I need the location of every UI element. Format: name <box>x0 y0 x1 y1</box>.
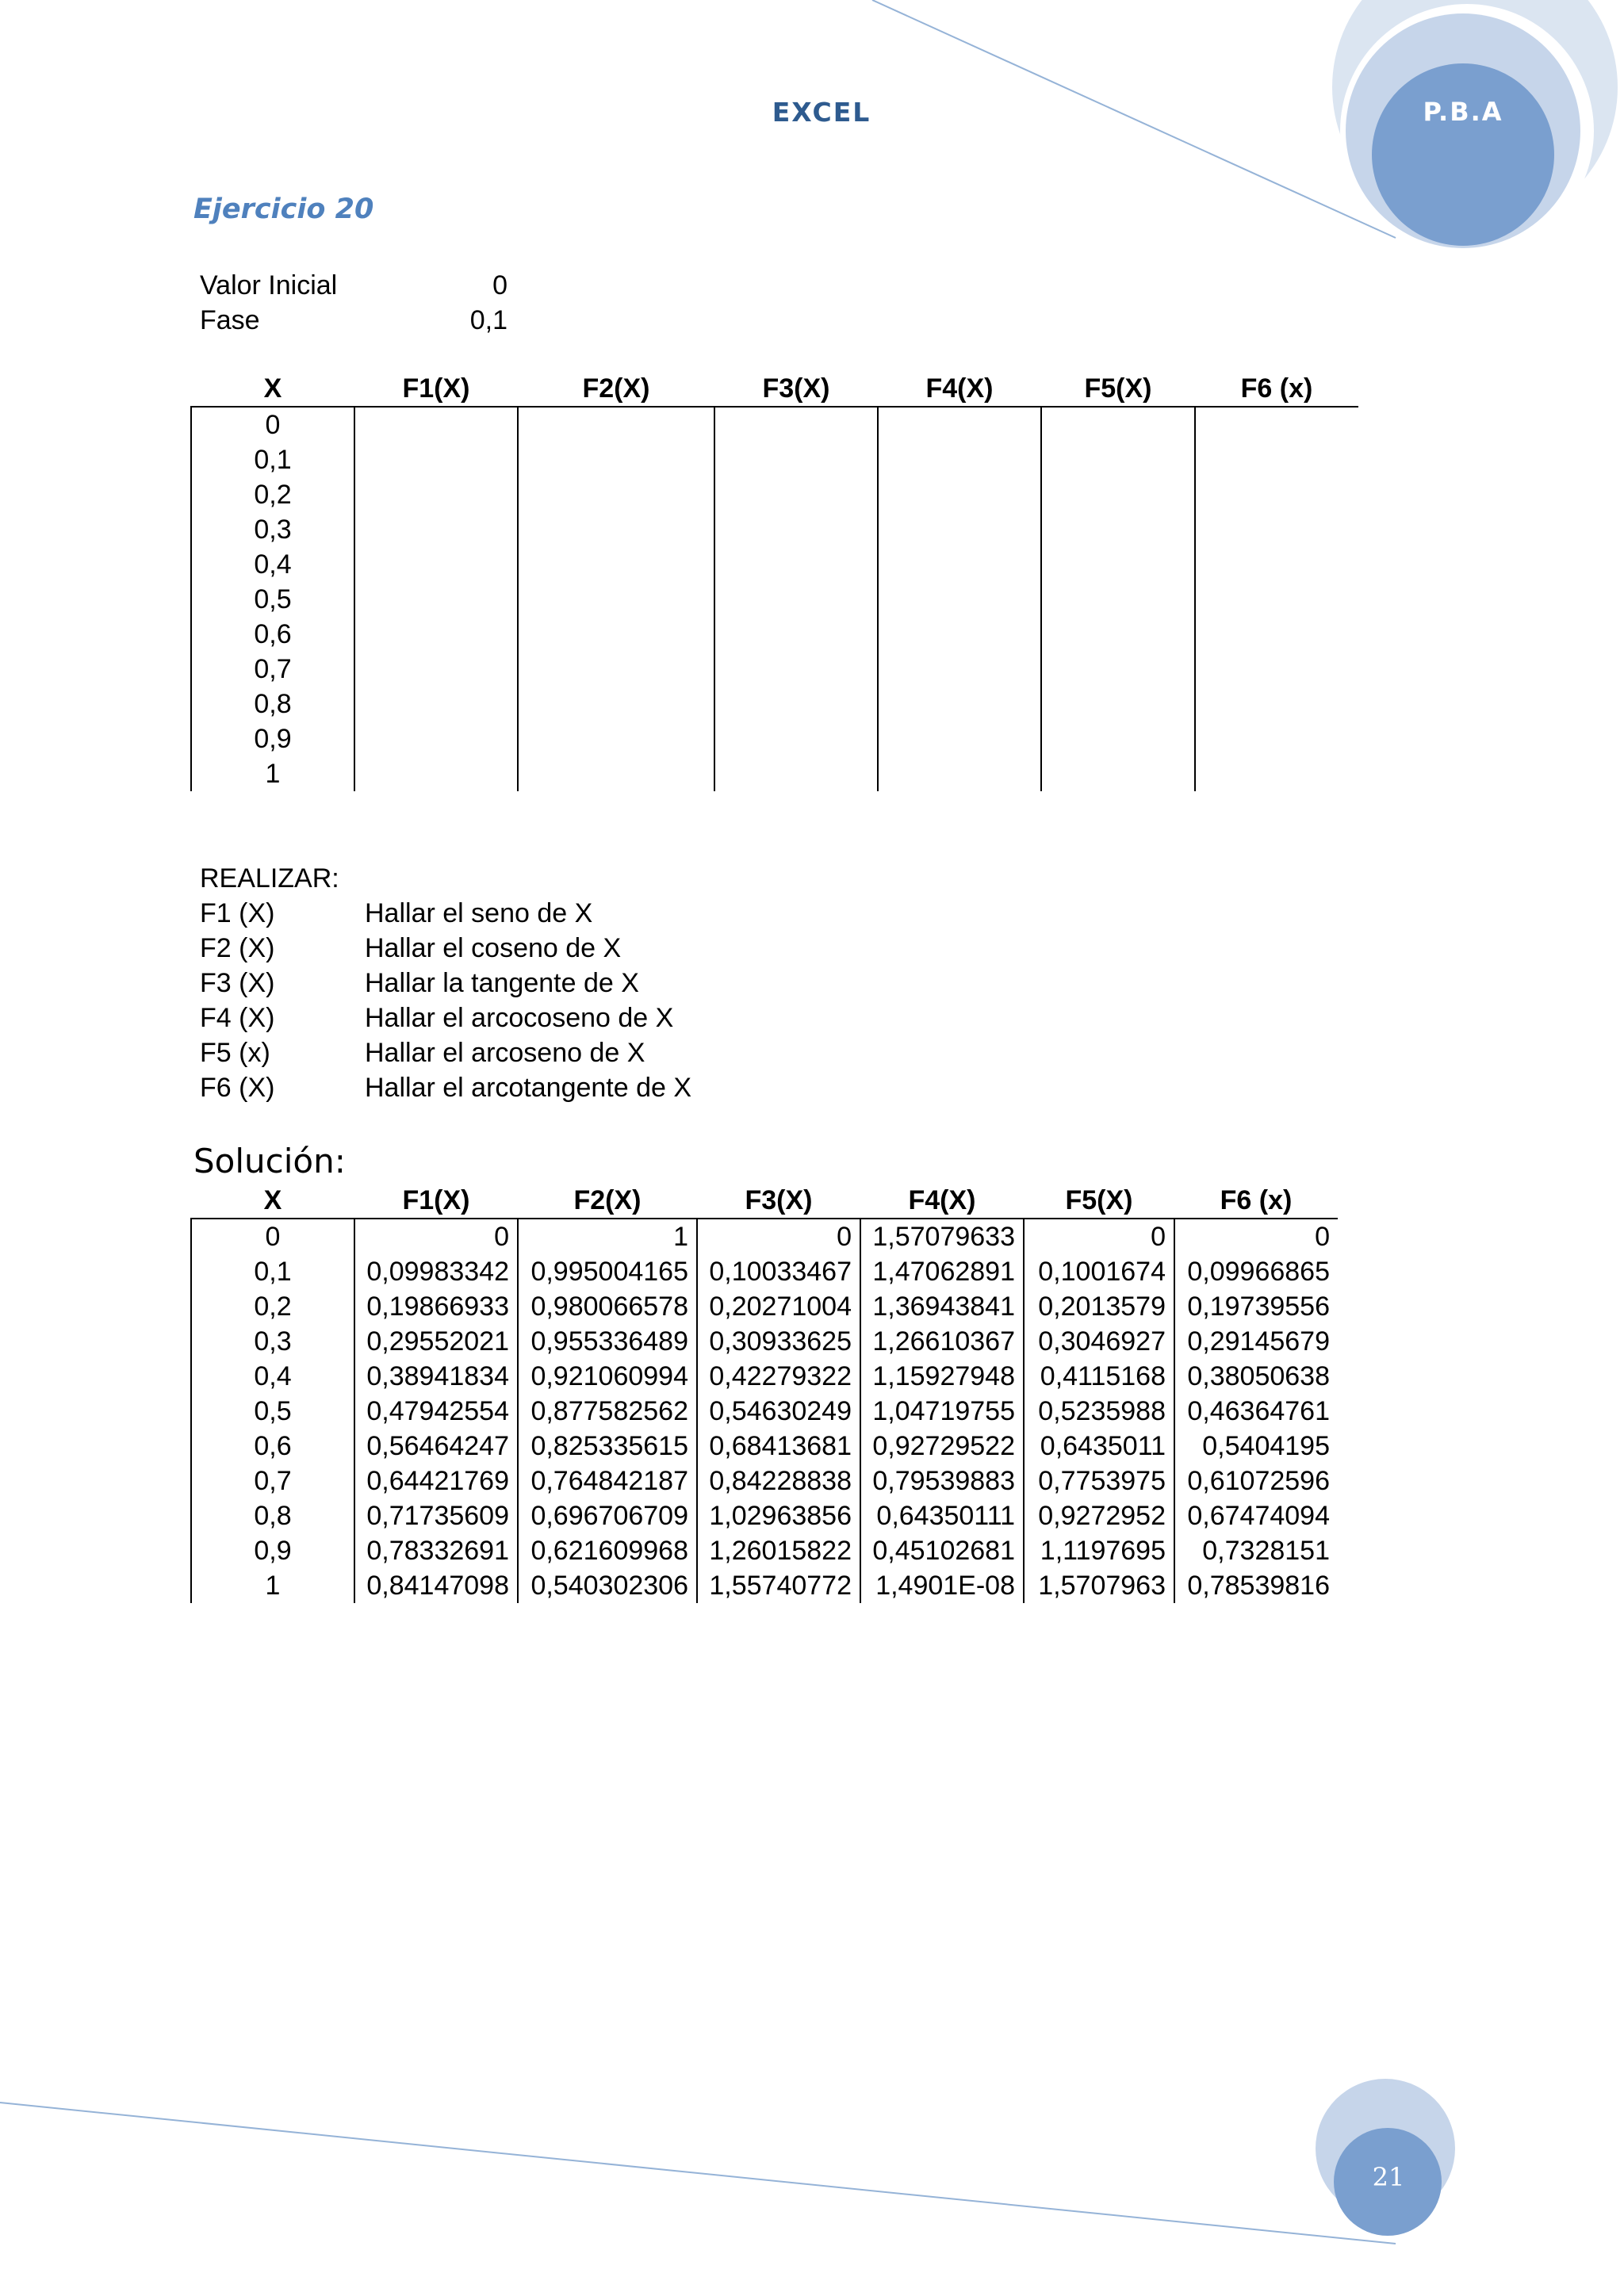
x-value-cell: 0,2 <box>191 1289 354 1324</box>
task-item <box>200 931 691 966</box>
x-value-cell: 0,6 <box>191 1429 354 1464</box>
table-cell <box>1195 756 1358 791</box>
table-cell <box>354 407 518 442</box>
table-row <box>191 407 1358 442</box>
table-cell: 1,04719755 <box>860 1394 1024 1429</box>
table-cell <box>1041 582 1195 617</box>
exercise-header-cell: F3(X) <box>762 373 830 404</box>
table-cell: 0,09966865 <box>1174 1254 1338 1289</box>
table-cell <box>354 756 518 791</box>
table-row <box>191 1254 1338 1289</box>
exercise-title: Ejercicio 20 <box>193 193 374 225</box>
x-value-cell: 0,3 <box>191 1324 354 1359</box>
table-cell: 1,4901E-08 <box>860 1568 1024 1603</box>
parameter-label: Valor Inicial <box>200 270 338 300</box>
task-text: Hallar el arcotangente de X <box>365 1073 692 1103</box>
table-cell <box>714 582 878 617</box>
table-cell <box>518 687 714 721</box>
table-cell: 0,64421769 <box>354 1464 518 1498</box>
table-cell <box>518 477 714 512</box>
table-cell <box>714 687 878 721</box>
table-cell: 1,1197695 <box>1024 1533 1174 1568</box>
table-cell <box>354 721 518 756</box>
table-cell: 0,42279322 <box>697 1359 860 1394</box>
task-item <box>200 1070 691 1105</box>
table-cell: 0,79539883 <box>860 1464 1024 1498</box>
table-cell: 0,921060994 <box>518 1359 697 1394</box>
table-cell: 1,15927948 <box>860 1359 1024 1394</box>
table-cell <box>878 687 1041 721</box>
table-cell <box>354 687 518 721</box>
table-cell <box>354 617 518 652</box>
parameter-label: Fase <box>200 305 260 335</box>
table-cell: 0,955336489 <box>518 1324 697 1359</box>
task-code: F4 (X) <box>200 1003 275 1033</box>
x-value-cell: 0,1 <box>191 1254 354 1289</box>
table-cell: 0,64350111 <box>860 1498 1024 1533</box>
task-text: Hallar el seno de X <box>365 898 593 928</box>
table-cell <box>1041 617 1195 652</box>
table-cell: 0,38050638 <box>1174 1359 1338 1394</box>
table-cell <box>354 547 518 582</box>
table-row <box>191 1359 1338 1394</box>
solution-table <box>190 1183 1338 1603</box>
table-cell <box>354 582 518 617</box>
table-cell <box>878 721 1041 756</box>
x-value-cell: 0 <box>191 1219 354 1254</box>
table-cell: 0,30933625 <box>697 1324 860 1359</box>
table-cell: 0,6435011 <box>1024 1429 1174 1464</box>
exercise-header-cell: F6 (x) <box>1240 373 1313 404</box>
table-row <box>191 652 1358 687</box>
table-cell: 1,02963856 <box>697 1498 860 1533</box>
table-cell: 0,10033467 <box>697 1254 860 1289</box>
exercise-header-cell: X <box>263 373 282 404</box>
table-cell: 0,3046927 <box>1024 1324 1174 1359</box>
task-text: Hallar el arcoseno de X <box>365 1038 645 1068</box>
x-value-cell: 0,5 <box>191 582 354 617</box>
table-row <box>191 1429 1338 1464</box>
table-cell: 0,7328151 <box>1174 1533 1338 1568</box>
table-cell: 0,78539816 <box>1174 1568 1338 1603</box>
table-cell: 0,995004165 <box>518 1254 697 1289</box>
task-heading: REALIZAR: <box>200 863 339 894</box>
table-cell <box>1195 407 1358 442</box>
table-cell: 0,7753975 <box>1024 1464 1174 1498</box>
task-code: F1 (X) <box>200 898 275 928</box>
table-row <box>191 1464 1338 1498</box>
exercise-header-cell: F1(X) <box>402 373 470 404</box>
task-list <box>200 861 691 1105</box>
table-cell: 0,621609968 <box>518 1533 697 1568</box>
x-value-cell: 1 <box>191 756 354 791</box>
x-value-cell: 1 <box>191 1568 354 1603</box>
table-cell: 0,45102681 <box>860 1533 1024 1568</box>
table-cell: 0,61072596 <box>1174 1464 1338 1498</box>
table-cell <box>354 477 518 512</box>
x-value-cell: 0,9 <box>191 721 354 756</box>
table-cell: 0,09983342 <box>354 1254 518 1289</box>
task-item <box>200 1001 691 1035</box>
table-cell <box>878 512 1041 547</box>
table-row <box>191 582 1358 617</box>
table-cell <box>714 407 878 442</box>
table-cell: 0,78332691 <box>354 1533 518 1568</box>
table-cell: 1 <box>518 1219 697 1254</box>
table-cell <box>1195 617 1358 652</box>
table-cell <box>714 512 878 547</box>
table-cell: 0,29552021 <box>354 1324 518 1359</box>
parameter-value: 0 <box>492 270 508 300</box>
table-cell <box>878 477 1041 512</box>
task-item <box>200 966 691 1001</box>
exercise-header-row <box>191 371 1358 407</box>
table-cell <box>1195 687 1358 721</box>
table-cell: 0,68413681 <box>697 1429 860 1464</box>
table-cell: 0,9272952 <box>1024 1498 1174 1533</box>
header-logo-text: P.B.A <box>1423 97 1503 127</box>
table-cell: 0,19866933 <box>354 1289 518 1324</box>
table-cell <box>1041 756 1195 791</box>
table-cell <box>518 652 714 687</box>
table-cell: 0,92729522 <box>860 1429 1024 1464</box>
parameter-row <box>200 268 508 303</box>
table-cell <box>1195 721 1358 756</box>
x-value-cell: 0,8 <box>191 687 354 721</box>
table-cell <box>1041 652 1195 687</box>
table-row <box>191 1533 1338 1568</box>
solution-header-cell: F6 (x) <box>1220 1185 1293 1215</box>
table-cell <box>1041 477 1195 512</box>
task-item <box>200 1035 691 1070</box>
table-cell: 0 <box>1024 1219 1174 1254</box>
table-cell: 0,877582562 <box>518 1394 697 1429</box>
task-item <box>200 896 691 931</box>
table-cell: 0,47942554 <box>354 1394 518 1429</box>
x-value-cell: 0,9 <box>191 1533 354 1568</box>
task-text: Hallar el coseno de X <box>365 933 622 963</box>
x-value-cell: 0,1 <box>191 442 354 477</box>
solution-header-cell: X <box>263 1185 282 1215</box>
table-cell: 0,84147098 <box>354 1568 518 1603</box>
table-row <box>191 1498 1338 1533</box>
table-cell <box>714 617 878 652</box>
table-cell: 0,54630249 <box>697 1394 860 1429</box>
solution-header-cell: F4(X) <box>908 1185 976 1215</box>
table-cell: 0,1001674 <box>1024 1254 1174 1289</box>
table-cell: 1,5707963 <box>1024 1568 1174 1603</box>
table-cell <box>878 442 1041 477</box>
table-cell: 0,2013579 <box>1024 1289 1174 1324</box>
x-value-cell: 0,5 <box>191 1394 354 1429</box>
table-cell: 0,84228838 <box>697 1464 860 1498</box>
table-cell <box>1041 687 1195 721</box>
table-cell <box>714 477 878 512</box>
table-cell: 0,696706709 <box>518 1498 697 1533</box>
table-cell <box>714 652 878 687</box>
table-cell <box>1041 407 1195 442</box>
table-cell: 0,825335615 <box>518 1429 697 1464</box>
exercise-header-cell: F5(X) <box>1084 373 1152 404</box>
table-row <box>191 512 1358 547</box>
x-value-cell: 0,4 <box>191 547 354 582</box>
table-cell: 0 <box>697 1219 860 1254</box>
table-cell <box>518 721 714 756</box>
table-cell <box>354 442 518 477</box>
table-cell <box>518 582 714 617</box>
table-cell <box>1195 477 1358 512</box>
table-cell: 0,540302306 <box>518 1568 697 1603</box>
table-row <box>191 1394 1338 1429</box>
exercise-table <box>190 371 1358 791</box>
table-cell <box>354 652 518 687</box>
table-cell: 1,55740772 <box>697 1568 860 1603</box>
solution-header-cell: F2(X) <box>573 1185 642 1215</box>
table-cell: 0,5404195 <box>1174 1429 1338 1464</box>
x-value-cell: 0,7 <box>191 652 354 687</box>
table-cell <box>1041 547 1195 582</box>
header-title: EXCEL <box>772 97 871 128</box>
table-cell <box>518 407 714 442</box>
task-code: F2 (X) <box>200 933 275 963</box>
table-row <box>191 1568 1338 1603</box>
x-value-cell: 0,6 <box>191 617 354 652</box>
table-row <box>191 687 1358 721</box>
table-cell <box>714 547 878 582</box>
table-cell: 1,57079633 <box>860 1219 1024 1254</box>
table-cell <box>1195 442 1358 477</box>
table-cell: 0,38941834 <box>354 1359 518 1394</box>
table-row <box>191 756 1358 791</box>
table-cell: 0,19739556 <box>1174 1289 1338 1324</box>
table-cell <box>1041 442 1195 477</box>
header-circle-inner <box>1372 63 1554 246</box>
exercise-header-cell: F2(X) <box>582 373 650 404</box>
table-cell: 0,764842187 <box>518 1464 697 1498</box>
table-cell <box>1041 512 1195 547</box>
table-row <box>191 477 1358 512</box>
task-code: F5 (x) <box>200 1038 270 1068</box>
table-cell <box>714 442 878 477</box>
table-cell: 1,36943841 <box>860 1289 1024 1324</box>
page-number: 21 <box>1372 2162 1405 2192</box>
table-cell <box>518 512 714 547</box>
x-value-cell: 0,7 <box>191 1464 354 1498</box>
table-row <box>191 1219 1338 1254</box>
table-cell <box>1195 582 1358 617</box>
exercise-header-cell: F4(X) <box>925 373 994 404</box>
parameter-value: 0,1 <box>469 305 508 335</box>
table-row <box>191 1324 1338 1359</box>
task-text: Hallar el arcocoseno de X <box>365 1003 674 1033</box>
x-value-cell: 0,3 <box>191 512 354 547</box>
task-code: F6 (X) <box>200 1073 275 1103</box>
table-cell: 1,47062891 <box>860 1254 1024 1289</box>
table-cell: 0,29145679 <box>1174 1324 1338 1359</box>
table-cell: 0 <box>354 1219 518 1254</box>
table-row <box>191 547 1358 582</box>
table-cell: 0,67474094 <box>1174 1498 1338 1533</box>
table-cell: 0,980066578 <box>518 1289 697 1324</box>
table-row <box>191 721 1358 756</box>
solution-header-cell: F5(X) <box>1065 1185 1133 1215</box>
solution-header-row <box>191 1183 1338 1219</box>
table-row <box>191 442 1358 477</box>
table-cell: 1,26610367 <box>860 1324 1024 1359</box>
table-cell <box>518 756 714 791</box>
solution-header-cell: F1(X) <box>402 1185 470 1215</box>
table-cell <box>354 512 518 547</box>
parameters-table <box>200 268 508 338</box>
x-value-cell: 0,2 <box>191 477 354 512</box>
table-cell <box>1195 512 1358 547</box>
table-row <box>191 1289 1338 1324</box>
table-cell <box>518 617 714 652</box>
table-cell: 0,4115168 <box>1024 1359 1174 1394</box>
x-value-cell: 0,8 <box>191 1498 354 1533</box>
table-cell: 0,20271004 <box>697 1289 860 1324</box>
table-cell <box>1041 721 1195 756</box>
table-cell <box>714 721 878 756</box>
task-text: Hallar la tangente de X <box>365 968 639 998</box>
parameter-row <box>200 303 508 338</box>
table-cell: 0,5235988 <box>1024 1394 1174 1429</box>
table-cell <box>878 547 1041 582</box>
table-cell: 0,46364761 <box>1174 1394 1338 1429</box>
table-cell: 0,56464247 <box>354 1429 518 1464</box>
table-cell <box>878 756 1041 791</box>
table-row <box>191 617 1358 652</box>
x-value-cell: 0,4 <box>191 1359 354 1394</box>
table-cell <box>878 407 1041 442</box>
table-cell: 0 <box>1174 1219 1338 1254</box>
x-value-cell: 0 <box>191 407 354 442</box>
table-cell <box>518 547 714 582</box>
task-code: F3 (X) <box>200 968 275 998</box>
table-cell <box>714 756 878 791</box>
table-cell <box>878 652 1041 687</box>
footer-diagonal-line <box>0 2103 1396 2244</box>
solution-header-cell: F3(X) <box>745 1185 813 1215</box>
table-cell: 1,26015822 <box>697 1533 860 1568</box>
table-cell <box>518 442 714 477</box>
table-cell <box>1195 547 1358 582</box>
table-cell <box>878 617 1041 652</box>
table-cell: 0,71735609 <box>354 1498 518 1533</box>
solution-title: Solución: <box>193 1142 346 1181</box>
table-cell <box>878 582 1041 617</box>
table-cell <box>1195 652 1358 687</box>
